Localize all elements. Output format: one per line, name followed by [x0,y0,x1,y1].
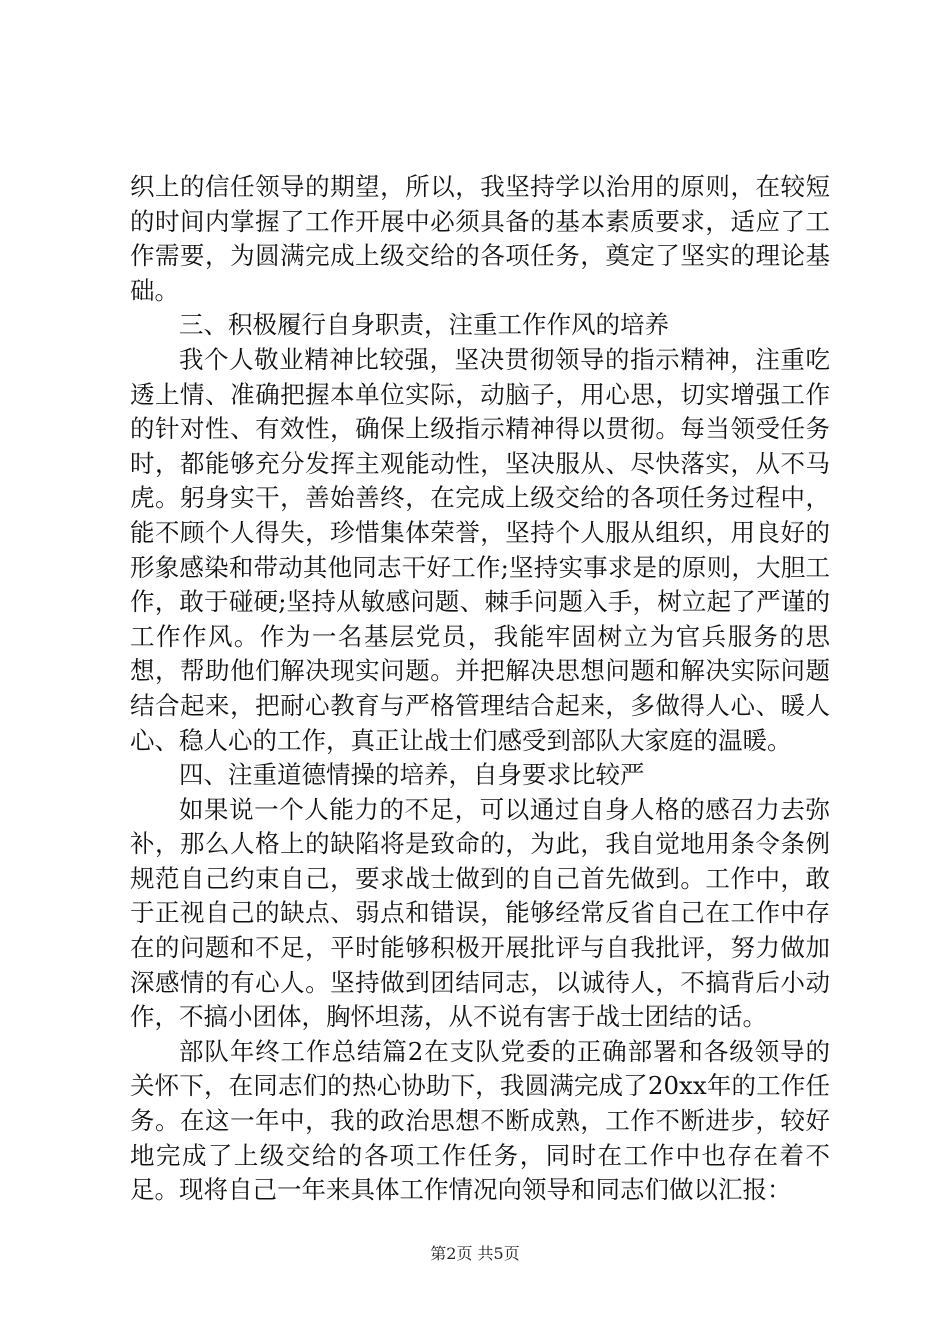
document-body [130,170,830,1208]
page-footer: 第2页 共5页 [430,1244,520,1263]
section-heading-4: 四、注重道德情操的培养，自身要求比较严 [179,760,645,790]
paragraph-summary-2: 部队年终工作总结篇2在支队党委的正确部署和各级领导的关怀下，在同志们的热心协助下，我圆满完成了20xx年的工作任务。在这一年中，我的政治思想不断成熟，工作不断进步，较好地完成了上级交给的各项工作任务，同时在工作中也存在着不足。现将自己一年来具体工作情况向领导和同志们做以汇报： [130,1036,830,1205]
paragraph-work-style: 我个人敬业精神比较强，坚决贯彻领导的指示精神，注重吃透上情、准确把握本单位实际，动脑子，用心思，切实增强工作的针对性、有效性，确保上级指示精神得以贯彻。每当领受任务时，都能够充分发挥主观能动性，坚决服从、尽快落实，从不马虎。躬身实干，善始善终，在完成上级交给的各项任务过程中，能不顾个人得失，珍惜集体荣誉，坚持个人服从组织，用良好的形象感染和带动其他同志干好工作;坚持实事求是的原则，大胆工作，敢于碰硬;坚持从敏感问题、棘手问题入手，树立起了严谨的工作作风。作为一名基层党员，我能牢固树立为官兵服务的思想，帮助他们解决现实问题。并把解决思想问题和解决实际问题结合起来，把耐心教育与严格管理结合起来，多做得人心、暖人心、稳人心的工作，真正让战士们感受到部队大家庭的温暖。 [130,344,830,755]
paragraph-moral: 如果说一个人能力的不足，可以通过自身人格的感召力去弥补，那么人格上的缺陷将是致命的，为此，我自觉地用条令条例规范自己约束自己，要求战士做到的自己首先做到。工作中，敢于正视自己的缺点、弱点和错误，能够经常反省自己在工作中存在的问题和不足，平时能够积极开展批评与自我批评，努力做加深感情的有心人。坚持做到团结同志，以诚待人，不搞背后小动作，不搞小团体，胸怀坦荡，从不说有害于战士团结的话。 [130,794,830,1032]
section-heading-3: 三、积极履行自身职责，注重工作作风的培养 [179,310,669,340]
paragraph-continuation: 织上的信任领导的期望，所以，我坚持学以治用的原则，在较短的时间内掌握了工作开展中必须具备的基本素质要求，适应了工作需要，为圆满完成上级交给的各项任务，奠定了坚实的理论基础。 [130,172,830,305]
